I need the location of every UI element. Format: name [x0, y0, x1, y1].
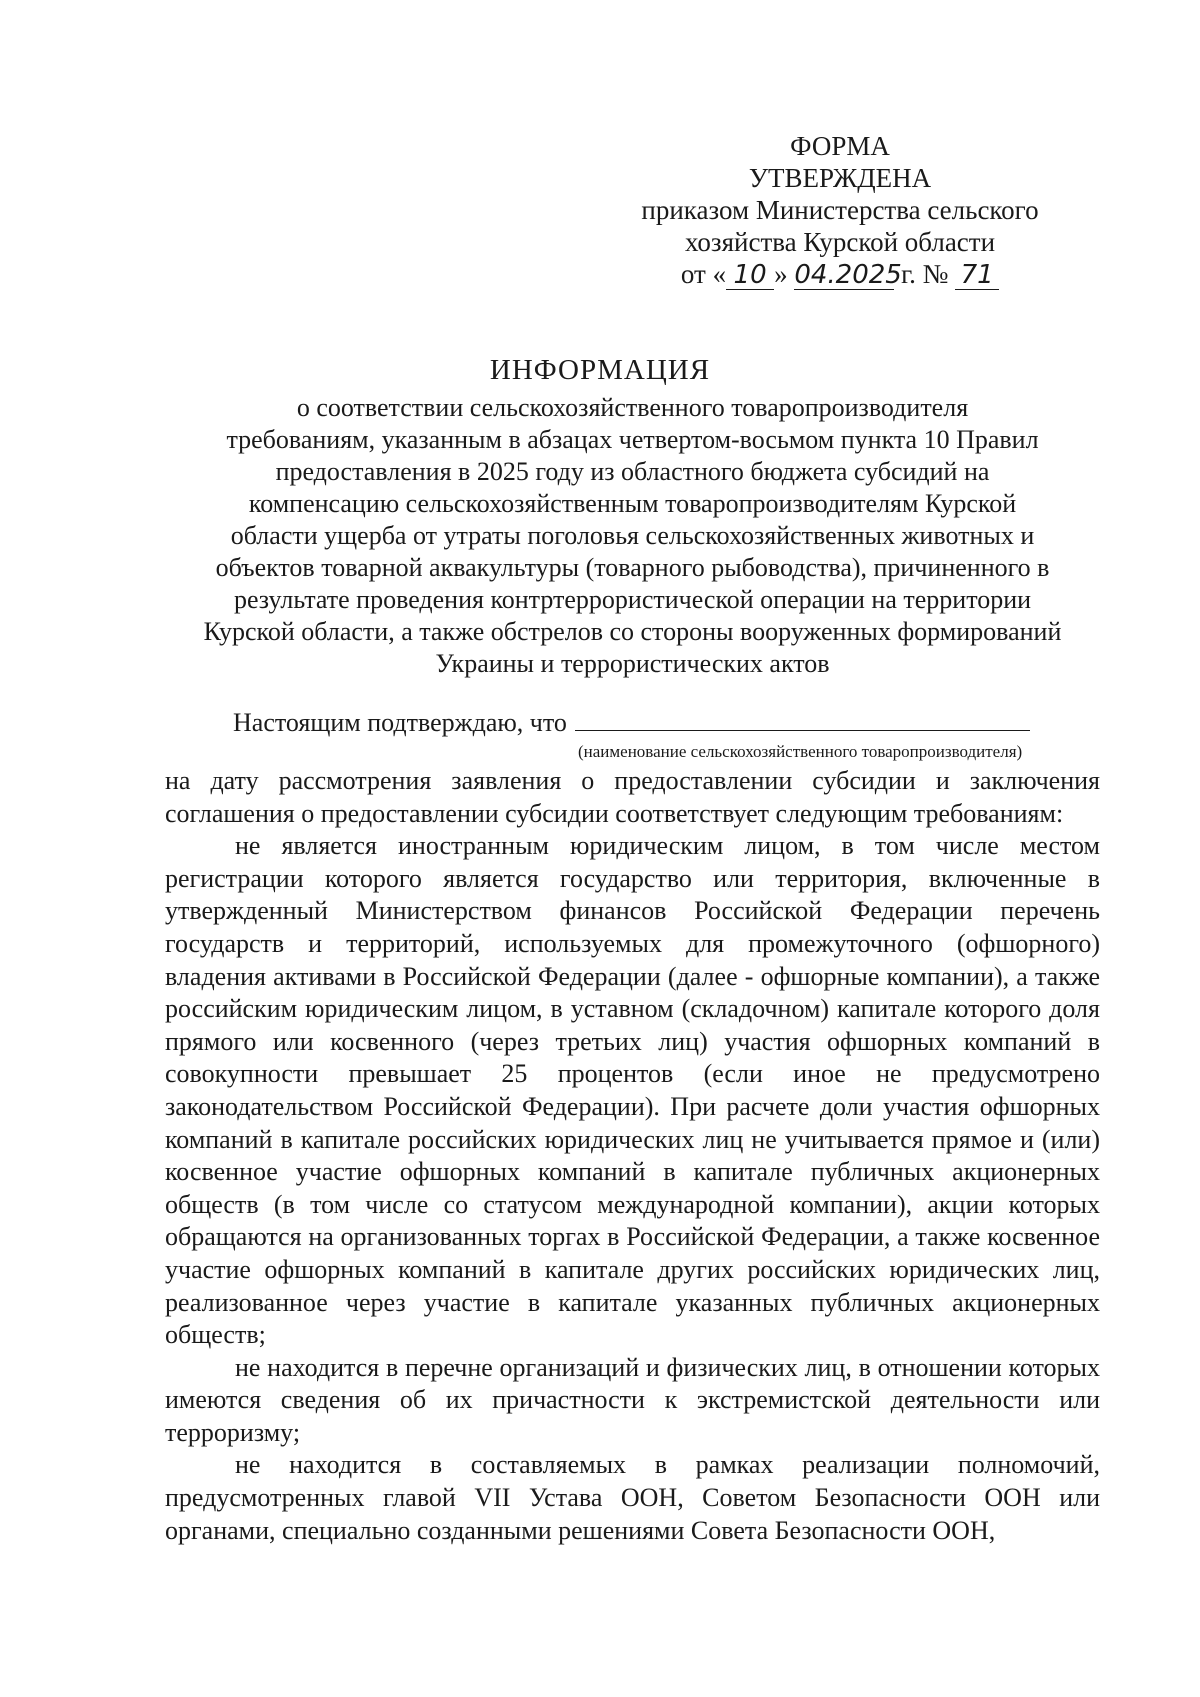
approved-label: УТВЕРЖДЕНА: [748, 163, 932, 193]
form-label: ФОРМА: [790, 131, 890, 161]
handwritten-day: 10: [726, 261, 774, 290]
subtitle-line: Курской области, а также обстрелов со стороны вооруженных формирований: [203, 617, 1062, 646]
paragraph-extremism: не находится в перечне организаций и физических лиц, в отношении которых имеются сведения об их причастности к экстремистской деятельности или терроризму;: [165, 1352, 1100, 1447]
subtitle-line: требованиям, указанным в абзацах четвертом-восьмом пункта 10 Правил: [226, 425, 1039, 454]
approval-stamp: [610, 130, 1070, 290]
subtitle-line: о соответствии сельскохозяйственного товаропроизводителя: [296, 393, 969, 422]
document-title: ИНФОРМАЦИЯ: [489, 354, 711, 386]
order-line-2: хозяйства Курской области: [684, 227, 996, 257]
close-quote: »: [774, 259, 788, 289]
subtitle-line: Украины и террористических актов: [435, 649, 830, 678]
confirm-line: [233, 706, 1030, 738]
paragraph-un-lists: не находится в составляемых в рамках реализации полномочий, предусмотренных главой VII Устава ООН, Советом Безопасности ООН или органами, специально созданными решениями Совета Безопасности ООН,: [165, 1450, 1100, 1545]
producer-name-caption: (наименование сельскохозяйственного товаропроизводителя): [578, 742, 1023, 761]
handwritten-month-year: 04.2025: [794, 260, 902, 290]
order-date-line: [610, 258, 1070, 290]
year-number-label: г. №: [901, 259, 949, 289]
subtitle-line: компенсацию сельскохозяйственным товаропроизводителям Курской: [248, 489, 1017, 518]
paragraph-offshore: не является иностранным юридическим лицом, в том числе местом регистрации которого является государство или территория, включенные в утвержденный Министерством финансов Российской Федерации перечень государств и территорий, используемых для промежуточного (офшорного) владения активами в Российской Федерации (далее - офшорные компании), а также российским юридическим лицом, в уставном (складочном) капитале которого доля прямого или косвенного (через третьих лиц) участия офшорных компаний в совокупности превышает 25 процентов (если иное не предусмотрено законодательством Российской Федерации). При расчете доли участия офшорных компаний в капитале российских юридических лиц не учитывается прямое и (или) косвенное участие офшорных компаний в капитале публичных акционерных обществ (в том числе со статусом международной компании), акции которых обращаются на организованных торгах в Российской Федерации, а также косвенное участие офшорных компаний в капитале других российских юридических лиц, реализованное через участие в капитале указанных публичных акционерных обществ;: [165, 831, 1100, 1350]
handwritten-order-number: 71: [955, 261, 999, 290]
from-label: от «: [680, 259, 727, 289]
document-body: [165, 765, 1100, 1547]
paragraph-intro: на дату рассмотрения заявления о предоставлении субсидии и заключения соглашения о предоставлении субсидии соответствует следующим требованиям:: [165, 766, 1100, 828]
producer-name-blank: [575, 706, 1030, 731]
order-line-1: приказом Министерства сельского: [641, 195, 1039, 225]
subtitle-line: области ущерба от утраты поголовья сельскохозяйственных животных и: [230, 521, 1035, 550]
subtitle-line: объектов товарной аквакультуры (товарного рыбоводства), причиненного в: [215, 553, 1050, 582]
confirm-text: Настоящим подтверждаю, что: [233, 708, 567, 737]
subtitle-line: предоставления в 2025 году из областного бюджета субсидий на: [275, 457, 990, 486]
document-subtitle: [165, 392, 1100, 680]
subtitle-line: результате проведения контртеррористической операции на территории: [233, 585, 1032, 614]
